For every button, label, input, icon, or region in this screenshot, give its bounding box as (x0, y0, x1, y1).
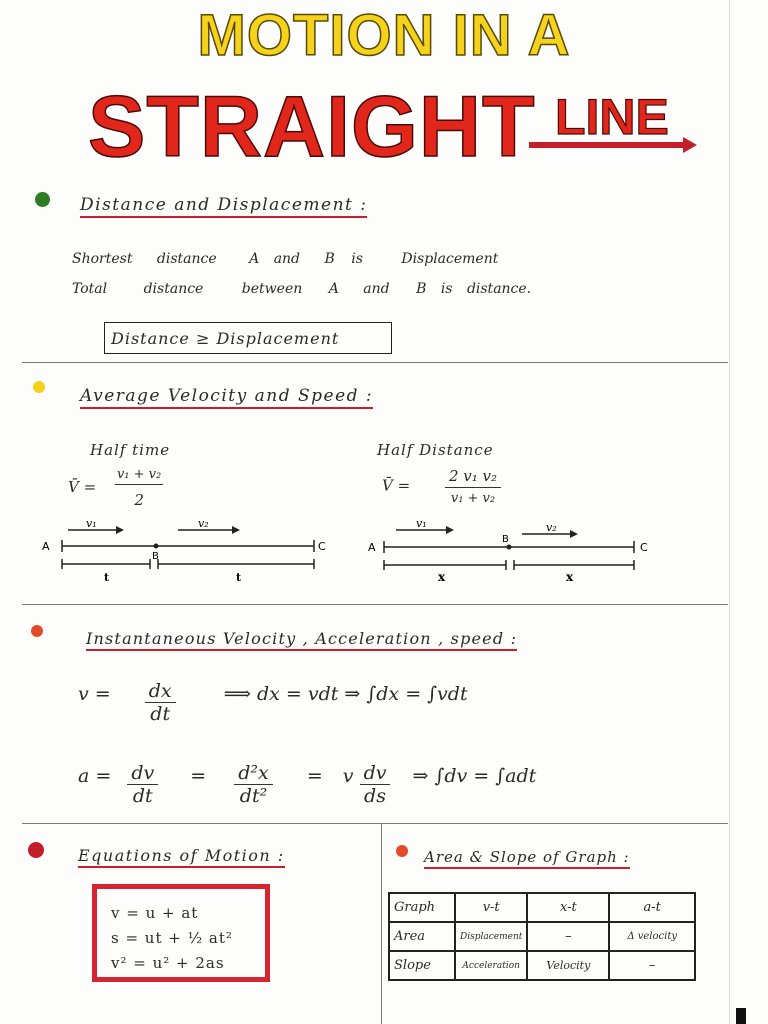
section-distance-heading (80, 195, 367, 215)
v2-label: v₂ (546, 521, 557, 534)
v-factor: v (342, 765, 354, 787)
section-graph-heading (424, 848, 630, 866)
table-cell: Slope (389, 951, 455, 980)
word: is (440, 281, 453, 297)
denominator: 2 (134, 491, 144, 509)
acceleration-equation (78, 762, 536, 807)
numerator: 2 v₁ v₂ (445, 467, 501, 488)
formula-lhs: V̄ = (382, 476, 411, 495)
equals: = (190, 765, 207, 787)
denominator: dt (150, 703, 171, 725)
table-cell: Displacement (455, 922, 527, 951)
half-time-formula (68, 467, 163, 509)
denominator: v₁ + v₂ (450, 491, 496, 506)
bullet-dot (35, 192, 50, 207)
denominator: dt (132, 785, 153, 807)
table-cell: x-t (527, 893, 609, 922)
equals: = (306, 765, 323, 787)
eq-lhs: a = (78, 765, 112, 787)
numerator: dv (127, 762, 158, 785)
fraction (127, 762, 158, 807)
formula-lhs: V̄ = (68, 478, 97, 496)
table-cell: Δ velocity (609, 922, 695, 951)
page-edge (729, 0, 730, 1024)
half-distance-diagram (366, 518, 666, 586)
vertical-divider (381, 823, 382, 1024)
equation-2: s = ut + ½ at² (111, 929, 233, 947)
word: A (328, 281, 339, 297)
table-row (389, 951, 695, 980)
v2-label: v₂ (198, 518, 209, 530)
bullet-dot (31, 625, 43, 637)
word: Shortest (72, 251, 133, 267)
table-cell: Velocity (527, 951, 609, 980)
half-time-diagram (40, 518, 340, 586)
title-line-1: MOTION IN A (197, 3, 571, 68)
title-arrow (527, 136, 699, 156)
word: distance (156, 251, 217, 267)
numerator: d²x (234, 762, 273, 785)
word: B (324, 251, 335, 267)
divider (22, 604, 728, 605)
eq-rest: ⇒ ∫dv = ∫adt (412, 765, 537, 787)
page-corner-mark (736, 1008, 746, 1024)
definition-line-2 (72, 281, 531, 297)
title-line-3: LINE (555, 89, 669, 145)
numerator: dv (360, 762, 391, 785)
point-a-label: A (42, 540, 50, 553)
table-cell: Graph (389, 893, 455, 922)
table-cell: a-t (609, 893, 695, 922)
table-cell: v-t (455, 893, 527, 922)
word: distance (143, 281, 204, 297)
heading-text: Distance and Displacement : (80, 195, 367, 218)
numerator: v₁ + v₂ (115, 467, 163, 485)
definition-line-1 (72, 251, 498, 267)
heading-text: Average Velocity and Speed : (80, 386, 373, 409)
bullet-dot (33, 381, 45, 393)
v1-label: v₁ (86, 518, 97, 530)
heading-text: Instantaneous Velocity , Acceleration , speed : (86, 629, 517, 651)
table-cell: Acceleration (455, 951, 527, 980)
table-cell: Area (389, 922, 455, 951)
bullet-dot (396, 845, 408, 857)
point-b-label: B (152, 551, 159, 562)
divider (22, 823, 728, 824)
table-row (389, 893, 695, 922)
graph-table (388, 892, 696, 981)
seg1-label: t (104, 571, 110, 584)
table-cell: – (609, 951, 695, 980)
section-velocity-heading (80, 386, 373, 406)
word: A (249, 251, 260, 267)
half-distance-label: Half Distance (377, 441, 494, 459)
v1-label: v₁ (416, 518, 427, 530)
word: and (273, 251, 301, 267)
heading-text: Area & Slope of Graph : (424, 848, 630, 869)
divider (22, 362, 728, 363)
half-distance-formula (382, 467, 501, 506)
word: B (416, 281, 427, 297)
point-a-label: A (368, 541, 376, 554)
word: between (241, 281, 303, 297)
seg1-label: x (438, 570, 446, 584)
table-cell: – (527, 922, 609, 951)
word: is (351, 251, 363, 267)
point-c-label: C (318, 540, 326, 553)
word: Total (72, 281, 108, 297)
denominator: dt² (239, 785, 268, 807)
equation-3: v² = u² + 2as (111, 954, 225, 972)
fraction (234, 762, 273, 807)
equations-box (92, 884, 270, 982)
point-c-label: C (640, 541, 648, 554)
word: Displacement (401, 251, 499, 267)
eq-rest: ⟹ dx = vdt ⇒ ∫dx = ∫vdt (223, 683, 468, 705)
equation-1: v = u + at (111, 904, 199, 922)
bullet-dot (28, 842, 44, 858)
seg2-label: t (236, 571, 242, 584)
velocity-equation (78, 680, 468, 725)
fraction (115, 467, 163, 509)
eq-lhs: v = (78, 683, 111, 705)
table-row (389, 922, 695, 951)
fraction (445, 467, 501, 506)
half-time-label: Half time (90, 441, 171, 459)
fraction (360, 762, 391, 807)
word: distance. (466, 281, 532, 297)
fraction (145, 680, 176, 725)
seg2-label: x (566, 570, 574, 584)
denominator: ds (364, 785, 386, 807)
distance-displacement-box: Distance ≥ Displacement (104, 322, 392, 354)
section-equations-heading (78, 846, 285, 865)
section-instantaneous-heading (86, 629, 517, 648)
title-line-2: STRAIGHT (88, 79, 536, 175)
word: and (363, 281, 390, 297)
heading-text: Equations of Motion : (78, 846, 285, 868)
point-b-label: B (502, 534, 509, 545)
numerator: dx (145, 680, 176, 703)
